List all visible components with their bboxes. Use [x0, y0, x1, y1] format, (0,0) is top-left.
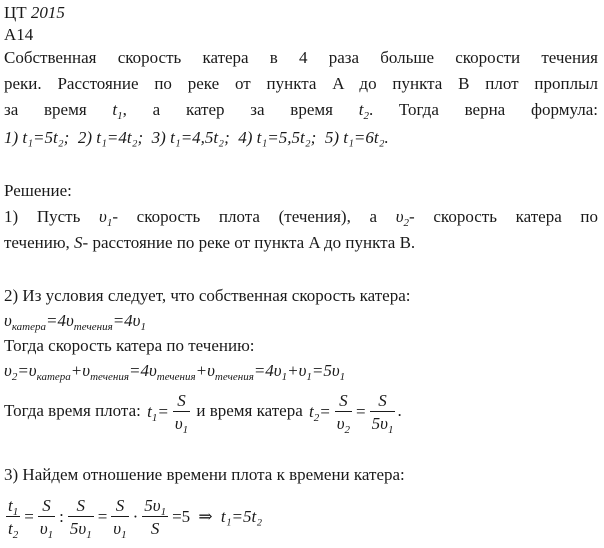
- option-1: 1) t₁=5t₂;: [4, 128, 70, 147]
- step2-equation-2: $\upsilon_2=\upsilon_{катера}+\upsilon_{течения}=4\upsilon_{течения}+\upsilon_{течения}=4\upsilon_1+\upsilon_1=5\upsilon_1$: [4, 361, 346, 383]
- step2-equation-1: $\upsilon_{катера}=4\upsilon_{течения}=4\upsilon_1$: [4, 311, 146, 333]
- problem-line-2: реки. Расстояние по реке от пункта A до пункта B плот проплыл: [4, 74, 598, 93]
- step1-line-2: течению, S- расстояние по реке от пункта A до пункта B.: [4, 233, 416, 252]
- fraction-s-over-v2: $\frac{S}{\upsilon_2}$: [336, 391, 351, 437]
- var-t1: $t_1$: [112, 100, 123, 122]
- answer-options: [4, 127, 389, 149]
- problem-line-1: Собственная скорость катера в 4 раза больше скорости течения: [4, 48, 598, 67]
- step2-time-line: Тогда время плота: $t_1=$ $\frac{S}{\upsilon_1}$ и время катера $t_2=$ $\frac{S}{\upsilon_2}$ = $\frac{S}{5\upsilon_1}$ .: [4, 391, 402, 437]
- problem-line-3: за время $t_1$, а катер за время $t_2$. Тогда верна формула:: [4, 100, 598, 122]
- option-2: 2) t₁=4t₂;: [77, 128, 144, 147]
- option-5: 5) t₁=6t₂.: [324, 128, 389, 147]
- header-title-line: [4, 2, 65, 24]
- fraction-s-over-v1: $\frac{S}{\upsilon_1}$: [174, 391, 189, 437]
- fraction-s-over-5v1: $\frac{S}{5\upsilon_1}$: [371, 391, 394, 437]
- header-year: 2015: [30, 3, 65, 22]
- step1-line-1: 1) Пусть $\upsilon_1-$ скорость плота (течения), а $\upsilon_2-$ скорость катера по: [4, 207, 599, 229]
- option-3: 3) t₁=4,5t₂;: [151, 128, 230, 147]
- task-number: А14: [4, 25, 34, 44]
- step2-line-1: 2) Из условия следует, что собственная скорость катера:: [4, 286, 411, 305]
- step3-result: t₁=5t₂: [220, 507, 263, 527]
- option-4: 4) t₁=5,5t₂;: [238, 128, 317, 147]
- var-t2: $t_2$: [358, 100, 369, 122]
- step3-line-1: 3) Найдем отношение времени плота к времени катера:: [4, 465, 405, 484]
- step2-line-3: Тогда скорость катера по течению:: [4, 336, 255, 355]
- implies-arrow-icon: ⇒: [198, 507, 213, 527]
- step3-equation: $\frac{t_1}{t_2}$ = $\frac{S}{\upsilon_1}$ : $\frac{S}{5\upsilon_1}$ = $\frac{S}{\upsilon_1}$ · $\frac{5\upsilon_1}{S}$ =5 ⇒ t₁=5t₂: [4, 488, 264, 545]
- header-title: ЦТ: [4, 3, 27, 22]
- solution-heading: Решение:: [4, 181, 72, 200]
- fraction-t1-over-t2: $\frac{t_1}{t_2}$: [8, 496, 19, 542]
